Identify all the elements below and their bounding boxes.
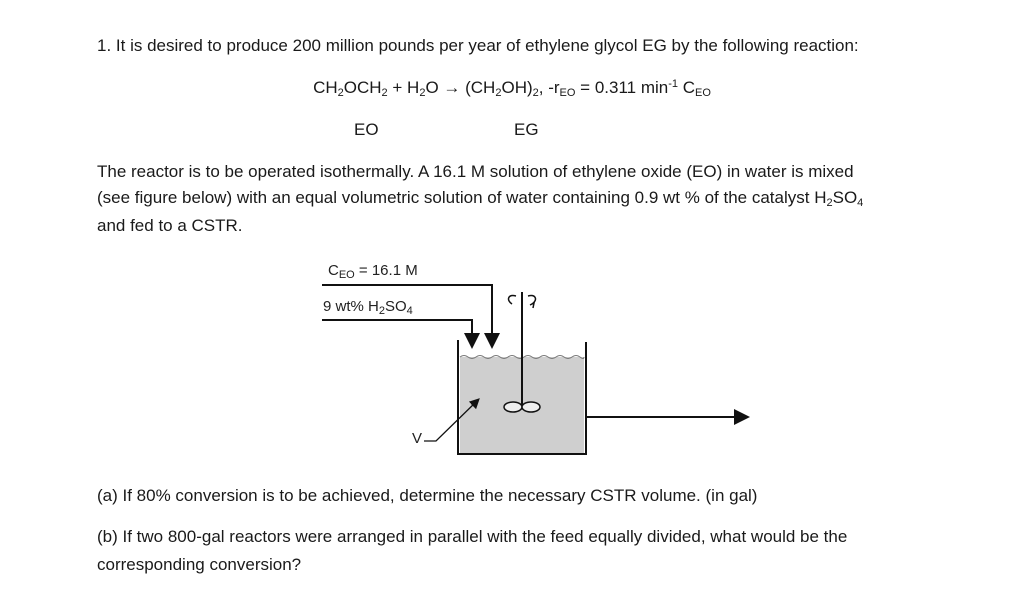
volume-pointer <box>424 400 478 441</box>
feed-acid-line <box>322 320 472 345</box>
question-b-line-2: corresponding conversion? <box>97 555 302 574</box>
reactor-liquid <box>460 357 584 453</box>
reactor-tank <box>458 340 586 454</box>
impeller-blade-left <box>504 402 522 412</box>
impeller-blade-right <box>522 402 540 412</box>
reaction-equation: $CH_2OCH_2 + H_2O \to (CH_2OH)_2$, $-r_{EO} = 0.311$ $\min^{-1} C_{EO}$ <box>313 78 711 99</box>
paragraph-line-1: The reactor is to be operated isothermally. A 16.1 M solution of ethylene oxide (EO) in water is mixed <box>97 162 854 181</box>
rotation-icon <box>509 296 536 304</box>
feed-eo-label: $C_{EO} = 16.1$ M <box>328 262 418 281</box>
paragraph-line-3: and fed to a CSTR. <box>97 216 243 235</box>
question-b-line-1: (b) If two 800-gal reactors were arranged in parallel with the feed equally divided, what would be the <box>97 527 848 546</box>
paragraph-line-2: (see figure below) with an equal volumetric solution of water containing 0.9 wt % of the catalyst $H_2SO_4$ <box>97 188 864 209</box>
problem-intro: 1. It is desired to produce 200 million pounds per year of ethylene glycol EG by the following reaction: <box>97 36 859 55</box>
liquid-surface <box>460 356 584 359</box>
volume-label: V <box>412 430 423 447</box>
feed-acid-label: 9 wt% $H_2SO_4$ <box>323 298 413 317</box>
question-a: (a) If 80% conversion is to be achieved, determine the necessary CSTR volume. (in gal) <box>97 486 758 505</box>
product-label-eg: EG <box>514 120 539 139</box>
reactant-label-eo: EO <box>354 120 379 139</box>
